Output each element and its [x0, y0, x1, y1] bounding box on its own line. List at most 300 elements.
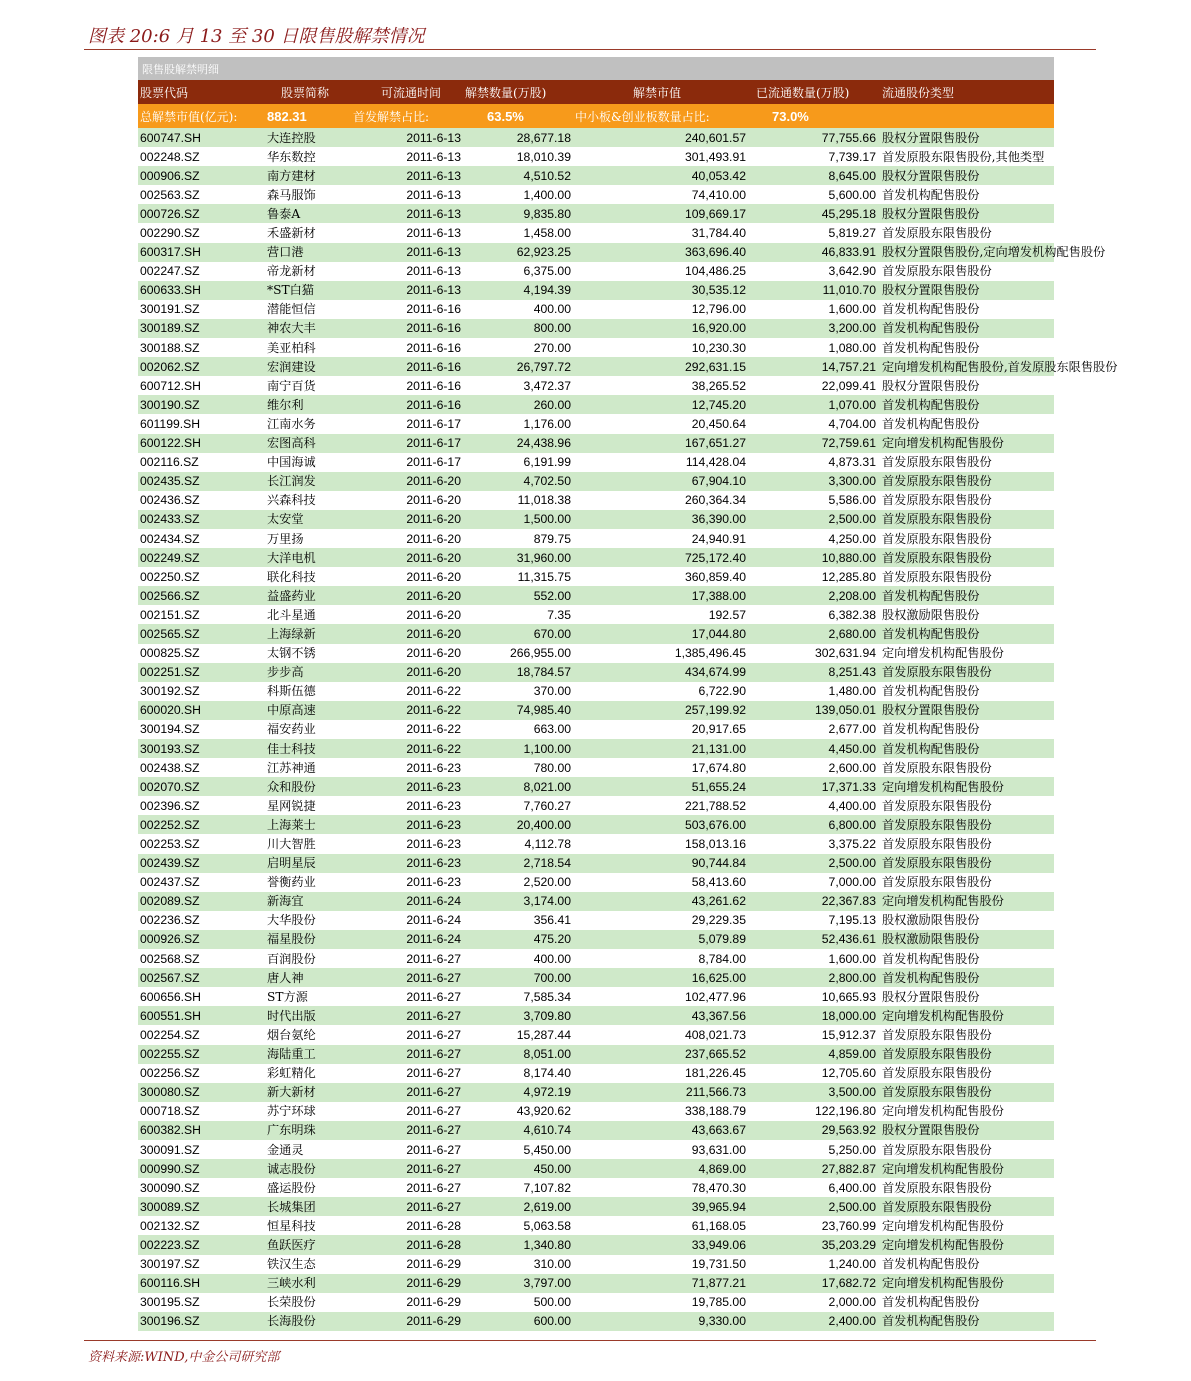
circulating-quantity-cell: 2,500.00	[748, 510, 878, 529]
share-type-cell: 首发机构配售股份	[878, 624, 1054, 643]
share-type-cell: 首发机构配售股份	[878, 1293, 1054, 1312]
table-row	[138, 796, 1054, 815]
release-market-value-cell: 221,788.52	[573, 796, 748, 815]
release-quantity-cell: 700.00	[463, 968, 573, 987]
release-date-cell: 2011-6-20	[351, 510, 463, 529]
stock-code-cell: 300190.SZ	[138, 395, 251, 414]
share-type-cell: 首发原股东限售股份	[878, 1178, 1054, 1197]
release-quantity-cell: 11,018.38	[463, 491, 573, 510]
release-date-cell: 2011-6-17	[351, 414, 463, 433]
release-market-value-cell: 360,859.40	[573, 567, 748, 586]
share-type-cell: 定向增发机构配售股份	[878, 1235, 1054, 1254]
circulating-quantity-cell: 122,196.80	[748, 1102, 878, 1121]
release-date-cell: 2011-6-24	[351, 892, 463, 911]
release-market-value-cell: 8,784.00	[573, 949, 748, 968]
circulating-quantity-cell: 2,000.00	[748, 1293, 878, 1312]
table-row	[138, 624, 1054, 643]
table-row	[138, 777, 1054, 796]
release-date-cell: 2011-6-22	[351, 682, 463, 701]
stock-name-cell: 联化科技	[251, 567, 351, 586]
stock-code-cell: 002151.SZ	[138, 605, 251, 624]
release-date-cell: 2011-6-27	[351, 1197, 463, 1216]
circulating-quantity-cell: 5,586.00	[748, 491, 878, 510]
stock-name-cell: 苏宁环球	[251, 1102, 351, 1121]
release-date-cell: 2011-6-28	[351, 1216, 463, 1235]
table-row	[138, 414, 1054, 433]
share-type-cell: 股权分置限售股份	[878, 376, 1054, 395]
circulating-quantity-cell: 5,600.00	[748, 185, 878, 204]
circulating-quantity-cell: 23,760.99	[748, 1216, 878, 1235]
release-market-value-cell: 19,785.00	[573, 1293, 748, 1312]
stock-code-cell: 300091.SZ	[138, 1140, 251, 1159]
stock-code-cell: 300196.SZ	[138, 1312, 251, 1331]
share-type-cell: 首发原股东限售股份	[878, 453, 1054, 472]
release-quantity-cell: 1,340.80	[463, 1235, 573, 1254]
share-type-cell: 首发原股东限售股份	[878, 1197, 1054, 1216]
share-type-cell: 股权分置限售股份	[878, 166, 1054, 185]
release-quantity-cell: 800.00	[463, 319, 573, 338]
stock-code-cell: 002223.SZ	[138, 1235, 251, 1254]
release-quantity-cell: 1,176.00	[463, 414, 573, 433]
stock-name-cell: 太安堂	[251, 510, 351, 529]
release-market-value-cell: 38,265.52	[573, 376, 748, 395]
circulating-quantity-cell: 35,203.29	[748, 1235, 878, 1254]
release-quantity-cell: 74,985.40	[463, 701, 573, 720]
release-market-value-cell: 434,674.99	[573, 663, 748, 682]
circulating-quantity-cell: 3,500.00	[748, 1083, 878, 1102]
stock-code-cell: 600712.SH	[138, 376, 251, 395]
share-type-cell: 首发原股东限售股份	[878, 223, 1054, 242]
release-date-cell: 2011-6-22	[351, 739, 463, 758]
circulating-quantity-cell: 4,450.00	[748, 739, 878, 758]
table-row	[138, 1293, 1054, 1312]
share-type-cell: 首发原股东限售股份	[878, 262, 1054, 281]
stock-name-cell: 海陆重工	[251, 1045, 351, 1064]
stock-name-cell: 福星股份	[251, 930, 351, 949]
release-date-cell: 2011-6-27	[351, 1045, 463, 1064]
release-date-cell: 2011-6-27	[351, 1064, 463, 1083]
stock-name-cell: 益盛药业	[251, 586, 351, 605]
stock-name-cell: 南方建材	[251, 166, 351, 185]
summary-total-label: 总解禁市值(亿元):	[138, 104, 251, 128]
share-type-cell: 定向增发机构配售股份	[878, 644, 1054, 663]
release-date-cell: 2011-6-13	[351, 147, 463, 166]
table-row	[138, 204, 1054, 223]
share-type-cell: 首发原股东限售股份	[878, 548, 1054, 567]
stock-code-cell: 300197.SZ	[138, 1255, 251, 1274]
stock-code-cell: 002248.SZ	[138, 147, 251, 166]
release-date-cell: 2011-6-27	[351, 987, 463, 1006]
release-date-cell: 2011-6-27	[351, 949, 463, 968]
share-type-cell: 定向增发机构配售股份	[878, 434, 1054, 453]
circulating-quantity-cell: 2,500.00	[748, 854, 878, 873]
release-quantity-cell: 3,174.00	[463, 892, 573, 911]
release-market-value-cell: 40,053.42	[573, 166, 748, 185]
release-market-value-cell: 338,188.79	[573, 1102, 748, 1121]
release-quantity-cell: 4,610.74	[463, 1121, 573, 1140]
release-quantity-cell: 400.00	[463, 300, 573, 319]
stock-code-cell: 000825.SZ	[138, 644, 251, 663]
stock-code-cell: 600656.SH	[138, 987, 251, 1006]
release-quantity-cell: 4,112.78	[463, 834, 573, 853]
release-date-cell: 2011-6-16	[351, 395, 463, 414]
release-date-cell: 2011-6-16	[351, 338, 463, 357]
release-market-value-cell: 93,631.00	[573, 1140, 748, 1159]
release-market-value-cell: 20,450.64	[573, 414, 748, 433]
table-row	[138, 281, 1054, 300]
circulating-quantity-cell: 2,208.00	[748, 586, 878, 605]
stock-code-cell: 002249.SZ	[138, 548, 251, 567]
release-quantity-cell: 7,760.27	[463, 796, 573, 815]
table-row	[138, 338, 1054, 357]
release-quantity-cell: 1,500.00	[463, 510, 573, 529]
release-date-cell: 2011-6-20	[351, 586, 463, 605]
release-quantity-cell: 5,063.58	[463, 1216, 573, 1235]
release-date-cell: 2011-6-16	[351, 319, 463, 338]
stock-code-cell: 300080.SZ	[138, 1083, 251, 1102]
release-market-value-cell: 9,330.00	[573, 1312, 748, 1331]
table-header-row	[138, 80, 1054, 104]
release-market-value-cell: 12,745.20	[573, 395, 748, 414]
circulating-quantity-cell: 2,800.00	[748, 968, 878, 987]
release-market-value-cell: 5,079.89	[573, 930, 748, 949]
stock-name-cell: 恒星科技	[251, 1216, 351, 1235]
stock-name-cell: 南宁百货	[251, 376, 351, 395]
stock-name-cell: 潜能恒信	[251, 300, 351, 319]
release-date-cell: 2011-6-13	[351, 262, 463, 281]
release-date-cell: 2011-6-24	[351, 911, 463, 930]
table-row	[138, 987, 1054, 1006]
stock-code-cell: 000718.SZ	[138, 1102, 251, 1121]
summary-sme-label: 中小板&创业板数量占比:	[573, 104, 748, 128]
release-quantity-cell: 6,375.00	[463, 262, 573, 281]
circulating-quantity-cell: 3,200.00	[748, 319, 878, 338]
share-type-cell: 首发原股东限售股份	[878, 1064, 1054, 1083]
release-quantity-cell: 670.00	[463, 624, 573, 643]
table-row	[138, 701, 1054, 720]
circulating-quantity-cell: 14,757.21	[748, 357, 878, 376]
stock-code-cell: 000990.SZ	[138, 1159, 251, 1178]
release-date-cell: 2011-6-13	[351, 223, 463, 242]
circulating-quantity-cell: 1,240.00	[748, 1255, 878, 1274]
share-type-cell: 首发原股东限售股份	[878, 1083, 1054, 1102]
circulating-quantity-cell: 139,050.01	[748, 701, 878, 720]
table-row	[138, 1045, 1054, 1064]
table-row	[138, 147, 1054, 166]
stock-code-cell: 002251.SZ	[138, 663, 251, 682]
table-row	[138, 1159, 1054, 1178]
release-quantity-cell: 780.00	[463, 758, 573, 777]
stock-code-cell: 002070.SZ	[138, 777, 251, 796]
stock-code-cell: 600633.SH	[138, 281, 251, 300]
share-type-cell: 股权激励限售股份	[878, 605, 1054, 624]
release-market-value-cell: 503,676.00	[573, 815, 748, 834]
stock-name-cell: 唐人神	[251, 968, 351, 987]
release-market-value-cell: 17,388.00	[573, 586, 748, 605]
circulating-quantity-cell: 4,250.00	[748, 529, 878, 548]
release-quantity-cell: 31,960.00	[463, 548, 573, 567]
table-caption: 限售股解禁明细	[138, 57, 1054, 80]
table-row	[138, 128, 1054, 147]
stock-name-cell: 鲁泰A	[251, 204, 351, 223]
stock-name-cell: 佳士科技	[251, 739, 351, 758]
release-quantity-cell: 4,510.52	[463, 166, 573, 185]
release-quantity-cell: 7,107.82	[463, 1178, 573, 1197]
circulating-quantity-cell: 4,400.00	[748, 796, 878, 815]
circulating-quantity-cell: 7,739.17	[748, 147, 878, 166]
release-market-value-cell: 158,013.16	[573, 834, 748, 853]
share-type-cell: 定向增发机构配售股份	[878, 1006, 1054, 1025]
table-row	[138, 605, 1054, 624]
release-quantity-cell: 9,835.80	[463, 204, 573, 223]
share-type-cell: 首发原股东限售股份	[878, 510, 1054, 529]
stock-name-cell: 美亚柏科	[251, 338, 351, 357]
table-row	[138, 1006, 1054, 1025]
share-type-cell: 定向增发机构配售股份	[878, 1216, 1054, 1235]
stock-name-cell: 上海绿新	[251, 624, 351, 643]
stock-name-cell: 帝龙新材	[251, 262, 351, 281]
release-date-cell: 2011-6-29	[351, 1274, 463, 1293]
stock-name-cell: 太钢不锈	[251, 644, 351, 663]
release-market-value-cell: 39,965.94	[573, 1197, 748, 1216]
share-type-cell: 股权激励限售股份	[878, 911, 1054, 930]
table-row	[138, 1312, 1054, 1331]
release-market-value-cell: 21,131.00	[573, 739, 748, 758]
column-header: 解禁市值	[573, 80, 748, 104]
stock-code-cell: 002568.SZ	[138, 949, 251, 968]
stock-code-cell: 600020.SH	[138, 701, 251, 720]
circulating-quantity-cell: 11,010.70	[748, 281, 878, 300]
stock-code-cell: 300193.SZ	[138, 739, 251, 758]
stock-name-cell: 兴森科技	[251, 491, 351, 510]
stock-code-cell: 000926.SZ	[138, 930, 251, 949]
circulating-quantity-cell: 2,500.00	[748, 1197, 878, 1216]
circulating-quantity-cell: 8,645.00	[748, 166, 878, 185]
circulating-quantity-cell: 5,819.27	[748, 223, 878, 242]
share-type-cell: 定向增发机构配售股份	[878, 892, 1054, 911]
stock-code-cell: 600747.SH	[138, 128, 251, 147]
stock-name-cell: 众和股份	[251, 777, 351, 796]
release-quantity-cell: 3,472.37	[463, 376, 573, 395]
table-row	[138, 1083, 1054, 1102]
table-row	[138, 548, 1054, 567]
release-quantity-cell: 475.20	[463, 930, 573, 949]
release-quantity-cell: 24,438.96	[463, 434, 573, 453]
release-market-value-cell: 29,229.35	[573, 911, 748, 930]
stock-name-cell: 禾盛新材	[251, 223, 351, 242]
stock-code-cell: 600122.SH	[138, 434, 251, 453]
release-market-value-cell: 31,784.40	[573, 223, 748, 242]
release-date-cell: 2011-6-20	[351, 663, 463, 682]
stock-code-cell: 002116.SZ	[138, 453, 251, 472]
stock-code-cell: 002436.SZ	[138, 491, 251, 510]
release-market-value-cell: 17,674.80	[573, 758, 748, 777]
release-quantity-cell: 28,677.18	[463, 128, 573, 147]
table-row	[138, 1235, 1054, 1254]
table-row	[138, 1274, 1054, 1293]
release-quantity-cell: 1,458.00	[463, 223, 573, 242]
release-quantity-cell: 8,021.00	[463, 777, 573, 796]
stock-code-cell: 600551.SH	[138, 1006, 251, 1025]
circulating-quantity-cell: 7,195.13	[748, 911, 878, 930]
release-date-cell: 2011-6-23	[351, 815, 463, 834]
circulating-quantity-cell: 52,436.61	[748, 930, 878, 949]
release-market-value-cell: 33,949.06	[573, 1235, 748, 1254]
table-row	[138, 1025, 1054, 1044]
share-type-cell: 首发原股东限售股份	[878, 815, 1054, 834]
release-date-cell: 2011-6-16	[351, 300, 463, 319]
bottom-rule	[84, 1340, 1096, 1341]
release-quantity-cell: 8,174.40	[463, 1064, 573, 1083]
table-row	[138, 1102, 1054, 1121]
share-type-cell: 首发原股东限售股份	[878, 854, 1054, 873]
circulating-quantity-cell: 4,704.00	[748, 414, 878, 433]
circulating-quantity-cell: 10,665.93	[748, 987, 878, 1006]
table-row	[138, 472, 1054, 491]
release-quantity-cell: 4,702.50	[463, 472, 573, 491]
stock-code-cell: 002438.SZ	[138, 758, 251, 777]
release-market-value-cell: 17,044.80	[573, 624, 748, 643]
release-date-cell: 2011-6-29	[351, 1293, 463, 1312]
stock-name-cell: 大华股份	[251, 911, 351, 930]
table-row	[138, 1178, 1054, 1197]
stock-name-cell: 中国海诚	[251, 453, 351, 472]
release-date-cell: 2011-6-23	[351, 796, 463, 815]
stock-name-cell: 中原高速	[251, 701, 351, 720]
share-type-cell: 定向增发机构配售股份	[878, 1159, 1054, 1178]
release-date-cell: 2011-6-23	[351, 777, 463, 796]
release-quantity-cell: 879.75	[463, 529, 573, 548]
stock-name-cell: 北斗星通	[251, 605, 351, 624]
release-market-value-cell: 211,566.73	[573, 1083, 748, 1102]
stock-code-cell: 002255.SZ	[138, 1045, 251, 1064]
release-market-value-cell: 78,470.30	[573, 1178, 748, 1197]
stock-name-cell: 长城集团	[251, 1197, 351, 1216]
share-type-cell: 首发机构配售股份	[878, 395, 1054, 414]
share-type-cell: 首发机构配售股份	[878, 1255, 1054, 1274]
stock-code-cell: 002565.SZ	[138, 624, 251, 643]
circulating-quantity-cell: 1,070.00	[748, 395, 878, 414]
release-market-value-cell: 74,410.00	[573, 185, 748, 204]
table-row	[138, 911, 1054, 930]
stock-code-cell: 300191.SZ	[138, 300, 251, 319]
release-quantity-cell: 600.00	[463, 1312, 573, 1331]
circulating-quantity-cell: 72,759.61	[748, 434, 878, 453]
stock-name-cell: 金通灵	[251, 1140, 351, 1159]
stock-code-cell: 300195.SZ	[138, 1293, 251, 1312]
table-row	[138, 930, 1054, 949]
circulating-quantity-cell: 6,400.00	[748, 1178, 878, 1197]
stock-code-cell: 601199.SH	[138, 414, 251, 433]
stock-code-cell: 002247.SZ	[138, 262, 251, 281]
stock-code-cell: 300192.SZ	[138, 682, 251, 701]
release-date-cell: 2011-6-13	[351, 243, 463, 262]
stock-name-cell: 江苏神通	[251, 758, 351, 777]
stock-code-cell: 002256.SZ	[138, 1064, 251, 1083]
stock-name-cell: 时代出版	[251, 1006, 351, 1025]
table-row	[138, 166, 1054, 185]
release-market-value-cell: 71,877.21	[573, 1274, 748, 1293]
table-row	[138, 682, 1054, 701]
table-row	[138, 1216, 1054, 1235]
release-quantity-cell: 20,400.00	[463, 815, 573, 834]
stock-name-cell: 上海莱士	[251, 815, 351, 834]
circulating-quantity-cell: 18,000.00	[748, 1006, 878, 1025]
stock-code-cell: 600382.SH	[138, 1121, 251, 1140]
share-type-cell: 定向增发机构配售股份	[878, 1274, 1054, 1293]
circulating-quantity-cell: 17,682.72	[748, 1274, 878, 1293]
stock-name-cell: 宏图高科	[251, 434, 351, 453]
release-date-cell: 2011-6-16	[351, 357, 463, 376]
stock-name-cell: 铁汉生态	[251, 1255, 351, 1274]
circulating-quantity-cell: 6,382.38	[748, 605, 878, 624]
stock-code-cell: 600317.SH	[138, 243, 251, 262]
table-row	[138, 1064, 1054, 1083]
table-row	[138, 1140, 1054, 1159]
stock-name-cell: 鱼跃医疗	[251, 1235, 351, 1254]
release-quantity-cell: 62,923.25	[463, 243, 573, 262]
stock-name-cell: 大洋电机	[251, 548, 351, 567]
table-row	[138, 758, 1054, 777]
release-market-value-cell: 725,172.40	[573, 548, 748, 567]
column-header: 可流通时间	[351, 80, 463, 104]
stock-code-cell: 002566.SZ	[138, 586, 251, 605]
stock-name-cell: 长荣股份	[251, 1293, 351, 1312]
circulating-quantity-cell: 7,000.00	[748, 873, 878, 892]
release-date-cell: 2011-6-20	[351, 644, 463, 663]
release-date-cell: 2011-6-20	[351, 605, 463, 624]
share-type-cell: 首发机构配售股份	[878, 720, 1054, 739]
release-market-value-cell: 10,230.30	[573, 338, 748, 357]
table-row	[138, 949, 1054, 968]
share-type-cell: 首发机构配售股份	[878, 1312, 1054, 1331]
share-type-cell: 股权激励限售股份	[878, 930, 1054, 949]
circulating-quantity-cell: 1,600.00	[748, 949, 878, 968]
stock-name-cell: 长海股份	[251, 1312, 351, 1331]
release-market-value-cell: 12,796.00	[573, 300, 748, 319]
share-type-cell: 股权分置限售股份	[878, 1121, 1054, 1140]
share-type-cell: 股权分置限售股份	[878, 281, 1054, 300]
stock-name-cell: 大连控股	[251, 128, 351, 147]
release-date-cell: 2011-6-27	[351, 1083, 463, 1102]
stock-code-cell: 300188.SZ	[138, 338, 251, 357]
release-date-cell: 2011-6-23	[351, 873, 463, 892]
release-date-cell: 2011-6-20	[351, 548, 463, 567]
stock-code-cell: 002434.SZ	[138, 529, 251, 548]
circulating-quantity-cell: 2,600.00	[748, 758, 878, 777]
circulating-quantity-cell: 5,250.00	[748, 1140, 878, 1159]
share-type-cell: 首发机构配售股份	[878, 414, 1054, 433]
release-quantity-cell: 310.00	[463, 1255, 573, 1274]
stock-code-cell: 002089.SZ	[138, 892, 251, 911]
stock-name-cell: 烟台氨纶	[251, 1025, 351, 1044]
release-market-value-cell: 90,744.84	[573, 854, 748, 873]
share-type-cell: 首发原股东限售股份	[878, 567, 1054, 586]
stock-code-cell: 002396.SZ	[138, 796, 251, 815]
share-type-cell: 首发机构配售股份	[878, 968, 1054, 987]
stock-name-cell: 诚志股份	[251, 1159, 351, 1178]
stock-code-cell: 000726.SZ	[138, 204, 251, 223]
stock-code-cell: 002437.SZ	[138, 873, 251, 892]
stock-code-cell: 002253.SZ	[138, 834, 251, 853]
stock-code-cell: 000906.SZ	[138, 166, 251, 185]
release-quantity-cell: 270.00	[463, 338, 573, 357]
release-market-value-cell: 104,486.25	[573, 262, 748, 281]
column-header: 已流通数量(万股)	[748, 80, 878, 104]
stock-name-cell: 彩虹精化	[251, 1064, 351, 1083]
release-date-cell: 2011-6-17	[351, 453, 463, 472]
table-row	[138, 223, 1054, 242]
